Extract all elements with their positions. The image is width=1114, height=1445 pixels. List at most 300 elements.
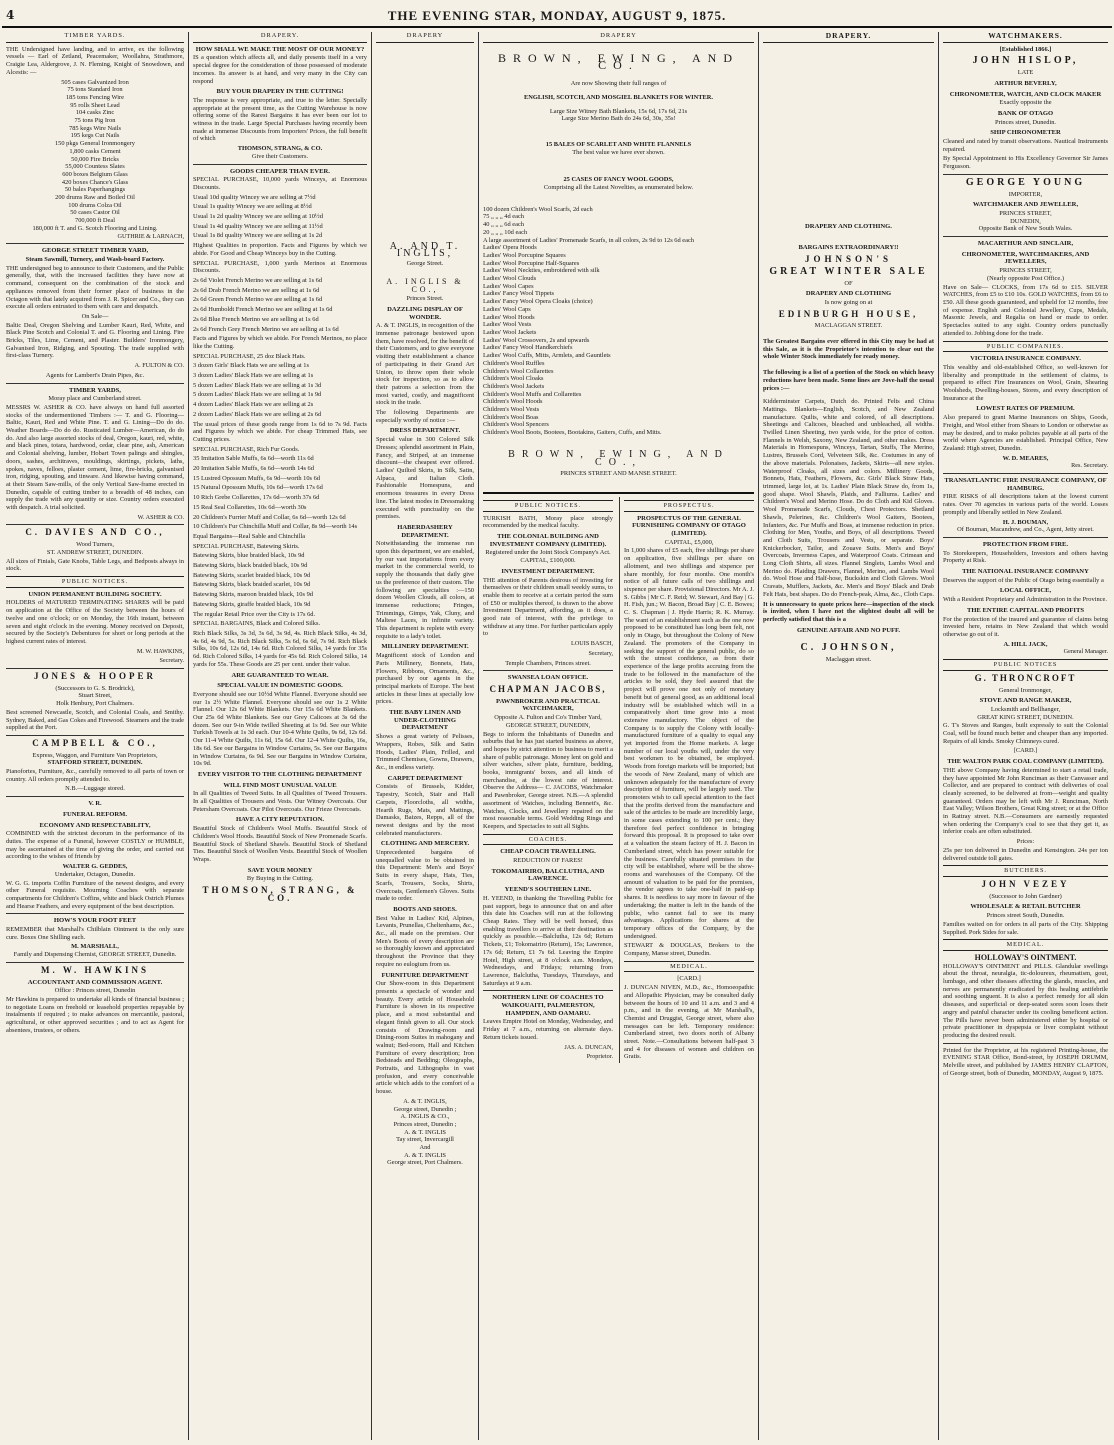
- ad-title: PROTECTION FROM FIRE.: [982, 540, 1069, 548]
- price-line: 2s 6d Drab French Merino we are selling at 1s 6d: [193, 286, 320, 294]
- wool-item: Ladies' Wool Neckties, embroidered with silk: [483, 267, 600, 275]
- ad-title: THE COLONIAL BUILDING AND INVESTMENT COMPANY (LIMITED).: [489, 533, 607, 548]
- section-header: MEDICAL.: [624, 961, 754, 973]
- ad-subtitle: Steam Sawmill, Turnery, and Wash-board Factory.: [25, 255, 165, 263]
- signature-title: Proprietor.: [586, 1053, 613, 1061]
- column-inglis: [371, 32, 478, 1440]
- signature: H. J. BOUMAN,: [1002, 518, 1049, 526]
- signature: THOMSON, STRANG, & CO.: [202, 885, 358, 903]
- ad-body: HOLLOWAY'S OINTMENT and PILLS. Glandular swellings about the throat, neuralgia, tic-doloureux, rheumatism, gout, lumbago, and other diseases affecting the glands, muscles, and nerves are permanently eradicated by this healing antifebrile and soothing unguent. It is also a perfect remedy for all skin diseases, and superficial or deep-seated sores soon loses their angry and painful character under its cooling beneficent action. The Pills have never been administered either by hospital or private practitioner in dyspepsia or liver complaint without producing the desired result.: [943, 962, 1108, 1039]
- ad-body: Best screened Newcastle, Scotch, and Colonial Coals, and Smithy. Sydney, Baked, and Gas Cokes and Firewood. Steamers and the trade supplied at the Port.: [6, 708, 184, 732]
- dept-body: Unprecedented bargains of unequalled value to be obtained in this Department: Men's and Boys' Suits in every shape, Hats, Ties, Scarfs, Trousers, Socks, Shirts, Overcoats, Gentlemen's Gloves. Suits made to order.: [376, 849, 474, 903]
- stock-item: 104 casks Zinc: [75, 109, 115, 117]
- scarf-item: 40 „ „ „ 6d each: [483, 221, 524, 229]
- ad-title: TIMBER YARDS,: [69, 386, 121, 394]
- signature: STEWART & DOUGLAS, Brokers to the Company, Manse street, Dunedin.: [624, 942, 754, 958]
- ad-subtitle: STOVE AND RANGE MAKER,: [979, 697, 1072, 705]
- ad-subtitle: CHRONOMETER, WATCH, AND CLOCK MAKER: [949, 90, 1102, 98]
- masthead-rule: [2, 26, 1112, 28]
- price-line: Batewing Skirts, maroon braided black, 10s 9d: [193, 591, 313, 599]
- ad-title: MACARTHUR AND SINCLAIR,: [977, 240, 1074, 248]
- stock-item: 195 kegs Cut Nails: [70, 132, 120, 140]
- ad-subtitle: CHRONOMETER, WATCHMAKERS, AND JEWELLERS,: [961, 250, 1090, 266]
- ad-label: Prices:: [1016, 838, 1035, 846]
- ad-title: GREAT WINTER SALE: [769, 265, 928, 277]
- ad-title: FUNERAL REFORM.: [62, 810, 128, 818]
- section-header: COACHES.: [483, 834, 613, 846]
- section-header: BUTCHERS.: [943, 865, 1108, 877]
- wool-item: Children's Wool Muffs and Collarettes: [483, 390, 582, 398]
- signature: THOMSON, STRANG, & CO.: [237, 145, 323, 153]
- stock-item: 785 kegs Wire Nails: [69, 124, 121, 132]
- special-purchase: SPECIAL PURCHASE, 25 doz Black Hats.: [193, 352, 306, 360]
- ad-label: [CARD.]: [677, 975, 701, 983]
- signature-title: General Manager.: [1063, 648, 1108, 656]
- skirt-list: [193, 552, 367, 608]
- ad-body: THE above Company having determined to start a retail trade, they have appointed Mr John Runciman as their Canvasser and Collector, and are prepared to contract with deliveries of coal cleanly screened, to be delivered at from—weight and quality guaranteed. Orders may be left with Mr J. Runciman, North East Valley; Wilson Brothers, Great King street; or at the Office in Rattray street. N.B.—Consumers are earnestly requested when ordering the Company's coal to see that they get it, as inferior coals are often substituted.: [943, 766, 1108, 836]
- ad-title: SAVE YOUR MONEY: [247, 866, 313, 874]
- page-number: 4: [6, 8, 15, 22]
- ad-body: THE attention of Parents desirous of investing for themselves or their children small weekly sums, to enable them to receive at a certain period the sum of £50 or multiples thereof, is drawn to the above Investment Department, affording, as it does, a good rate of interest, with the privilege to withdraw at any time. For further particulars apply to: [483, 576, 613, 638]
- ad-body: A. & T. INGLIS, in recognition of the immense patronage bestowed upon them, have resolved, for the benefit of their Customers, and to give everyone visiting their establishment a chance of participating in their Grand Art Union, to throw open their whole stock for inspection, so as to allow their patrons a selection from the most varied, costly, and magnificent stock in the trade.: [376, 322, 474, 407]
- stock-item: 55,000 Countess Slates: [65, 163, 125, 171]
- ad-title: JOHN VEZEY: [981, 878, 1070, 889]
- stock-item: 700,000 ft Deal: [75, 217, 115, 225]
- price-line: 4 dozen Ladies' Black Hats we are selling at 2s: [193, 401, 314, 409]
- scarf-item: 100 dozen Children's Wool Scarfs, 2d each: [483, 205, 593, 213]
- divider: [6, 913, 184, 914]
- divider: [6, 668, 184, 669]
- ad-subtitle: The best value we have ever shown.: [572, 148, 665, 156]
- ad-address: Opposite A. Fulton and Co's Timber Yard, GEORGE STREET, DUNEDIN,: [494, 714, 602, 729]
- wool-item: Ladies' Wool Capes: [483, 282, 534, 290]
- ad-address: Princes street, Dunedin.: [994, 118, 1057, 126]
- ad-title: CHEAP COACH TRAVELLING.: [500, 848, 596, 856]
- ad-title: BARGAINS EXTRAORDINARY!!: [798, 244, 899, 252]
- ad-subtitle: TOKOMAIRIRO, BALCLUTHA, AND LAWRENCE.: [491, 867, 605, 883]
- wool-item: Ladies' Wool Clouds: [483, 275, 537, 283]
- ad-subtitle: Registered under the Joint Stock Company's Act.: [485, 549, 611, 557]
- section-header: PUBLIC NOTICES: [943, 659, 1108, 671]
- divider: [943, 1043, 1108, 1044]
- signature: C. JOHNSON,: [800, 642, 897, 654]
- ad-title: EVERY VISITOR TO THE CLOTHING DEPARTMENT: [198, 770, 362, 778]
- ad-label: [CARD.]: [1013, 747, 1038, 755]
- wool-item: Ladies' Wool Jackets: [483, 328, 537, 336]
- ad-title: VICTORIA INSURANCE COMPANY.: [970, 355, 1081, 363]
- ad-body: This wealthy and old-established Office, so well-known for liberality and promptitude in the settlement of claims, is prepared to effect Fire Insurances on Wool, Grain, Shearing Woolsheds, Dwelling-houses, Stores, and every description of Insurance at the: [943, 363, 1108, 402]
- ad-address: PRINCES STREET,: [999, 267, 1052, 275]
- ship-arrival-notice: THE Undersigned have landing, and to arrive, ex the following vessels — Earl of Zetland, Peacemaker, Woollahra, Strathmore, Craigie Lea, Aldergrove, J. N. Fleming, Knight of Snowdown, and Alcestis: —: [6, 45, 184, 76]
- imprint: Printed for the Proprietor, at his registered Printing-house, the EVENING STAR Office, Bond-street, by JOSEPH DRUMM, Melville street, and published by JAMES HENRY CLAPTON, of George street, both of Dunedin, MONDAY, August 9, 1875.: [943, 1046, 1108, 1077]
- signature: W. D. MEARES,: [1002, 454, 1049, 462]
- signature: WALTER G. GEDDES,: [62, 863, 128, 871]
- divider: [6, 383, 184, 384]
- ad-subtitle: Comprising all the Latest Novelties, as enumerated below.: [543, 184, 694, 192]
- dept-title: DRESS DEPARTMENT.: [389, 427, 461, 435]
- ad-subtitle: IMPORTER,: [1008, 190, 1043, 198]
- wool-item: Ladies' Fancy Wool Handkerchiefs: [483, 344, 573, 352]
- ad-title: C. DAVIES AND CO.,: [25, 527, 165, 538]
- ad-body: The following Departments are especially worthy of notice :—: [376, 409, 474, 424]
- ad-title: GENUINE AFFAIR AND NO PUFF.: [796, 626, 901, 634]
- section-header: PUBLIC NOTICES.: [483, 500, 613, 512]
- column-brown-ewing: [478, 32, 758, 1440]
- ad-title: HAVE A CITY REPUTATION.: [235, 816, 325, 824]
- ad-body: Begs to inform the Inhabitants of Dunedin and suburbs that he has just started business as above, and hopes by strict attention to business to merit a share of public patronage. Money lent on gold and silver watches, silver plate, furniture, bedding, books, immigrants' boxes, and all kinds of merchandise, at the lowest rate of interest. Observe the Address— C. JACOBS, Watchmaker and Pawnbroker, George street. N.B.—A splendid assortment of Watches, including Bennett's, &c. Watches, Clocks, and Jewellery repaired on the most reasonable terms. Gold Wedding Rings and Keepers, and Spectacles to suit all Sights.: [483, 730, 613, 830]
- column-header: DRAPERY: [376, 32, 474, 43]
- price-line: 3 dozen Girls' Black Hats we are selling at 1s: [193, 362, 309, 370]
- price-line: 2 dozen Ladies' Black Hats we are selling at 2s 6d: [193, 410, 322, 418]
- ad-address: ST. ANDREW STREET, DUNEDIN.: [46, 548, 144, 556]
- ad-body: 25s per ton delivered in Dunedin and Kensington. 24s per ton delivered outside toll gates.: [943, 846, 1108, 862]
- ad-body: Everyone should see our 10½d White Flannel. Everyone should see our 1s 2½ White Flannel. Everyone should see our 1s 2 White Flannel. Our 12s 6d White Blankets. Our 15s 6d White Blankets. Our 25s 6d White Blankets. See our Grey Calicoes at 3s 6d the dozen. See our 9-in Wide twilled Sheeting at 1s 9d. See our White Turkish Towels at 1s 3d each. Our 10-4 White Quilts, 9s 6d, 12s 6d. Our 11-4 White Quilts, 11s 6d, 15s 6d. Our 12-4 White Quilts, 16s, 18s 6d. See our Bargains in Window Curtains, 5s. See our Bargains in Window Curtains, 6s 9d. See our Bargains in Window Curtains, 10s 9d.: [193, 690, 367, 768]
- divider: [943, 473, 1108, 474]
- ad-note: The usual prices of these goods range from 1s 6d to 7s 9d. Facts and Figures by which we abide. For cheap Trimmed Hats, see Cutting prices.: [193, 420, 367, 443]
- divider: [483, 990, 613, 991]
- lower-section: [483, 497, 754, 1063]
- hats-list: [193, 362, 367, 418]
- divider: [6, 243, 184, 244]
- wool-item: Ladies' Wool Porcupine Squares: [483, 251, 566, 259]
- special-purchase: SPECIAL PURCHASE, Rich Fur Goods.: [193, 445, 300, 453]
- ad-note: The regular Retail Price over the City is 17s 6d.: [193, 610, 316, 618]
- ad-subtitle: By Buying in the Cutting.: [246, 875, 314, 883]
- ad-title: SPECIAL VALUE IN DOMESTIC GOODS.: [217, 682, 343, 690]
- ad-label: On Sale—: [81, 312, 109, 320]
- ad-body: Leaves Empire Hotel on Monday, Wednesday, and Friday at 7 a.m., returning on alternate days. Return tickets issued.: [483, 1018, 613, 1041]
- special-purchase: SPECIAL PURCHASE, 1,000 yards Merinos at Enormous Discounts.: [193, 259, 367, 275]
- stock-item: 100 drums Colza Oil: [68, 201, 122, 209]
- price-line: 5 dozen Ladies' Black Hats we are selling at 1s 3d: [193, 381, 322, 389]
- special-purchase: SPECIAL PURCHASE, 10,000 yards Winceys, at Enormous Discounts.: [193, 176, 367, 191]
- stock-item: 180,000 ft T. and G. Scotch Flooring and Lining.: [32, 224, 158, 232]
- ad-address: Princes street South, Dunedin.: [986, 912, 1065, 920]
- ad-title: GEORGE STREET TIMBER YARD,: [41, 247, 149, 255]
- ad-note: N.B.—Luggage stored.: [65, 785, 125, 793]
- ad-subtitle: CAPITAL, £100,000.: [520, 557, 576, 565]
- ad-body: Cleaned and rated by transit observations. Nautical Instruments repaired.: [943, 138, 1108, 153]
- signature: GUTHRIE & LARNACH,: [117, 232, 184, 240]
- signature-line: And: [419, 1144, 431, 1152]
- ad-address: Princes Street.: [406, 295, 444, 303]
- ad-address: MACLAGGAN STREET.: [814, 322, 883, 330]
- price-line: 10 Rich Grebe Collarettes, 17s 6d—worth 37s 6d: [193, 494, 320, 502]
- ad-address: Temple Chambers, Princes street.: [505, 659, 591, 667]
- price-line: Usual 1s quality Wincey we are selling at 8½d: [193, 203, 312, 211]
- divider: [193, 164, 367, 165]
- signature: LOUIS BASCH,: [571, 640, 613, 648]
- dept-body: Our Show-room in this Department presents a spectacle of wonder and beauty. Every article of Household Furniture is shown in its respective place, and a most substantial and elegant finish given to all. Our stock consists of Drawing-room and Dining-room Suites in mahogany and walnut; Bed-room, Hall and Kitchen Furniture of every description; Iron Bedsteads and Bedding; Oleographs, Portraits, and Lithographs in vast profusion, and every conceivable article which adds to the comfort of a house.: [376, 980, 474, 1096]
- wool-item: Children's Wool Hoods: [483, 398, 543, 406]
- price-line: Large Size Merino Bath do 24s 6d, 30s, 35s!: [561, 115, 676, 123]
- dept-body: Special value in 300 Colored Silk Dresses; splendid assortment in Plain, Fancy, and Striped, at an immense discount—the cheapest ever offered. Ladies' Quilted Skirts, in Silk, Satin, Alpaca, and Italian Cloth. Fashionable Homespuns, and enormous treasures in every Dress line. The latest modes in Dressmaking executed with punctuality on the premises.: [376, 436, 474, 521]
- ad-subtitle: BANK OF OTAGO: [997, 109, 1054, 117]
- ad-address: Opposite Bank of New South Wales.: [978, 225, 1073, 233]
- signature-line: George street, Port Chalmers.: [387, 1159, 463, 1167]
- ad-title: CAMPBELL & CO.,: [32, 737, 158, 748]
- ad-subtitle: Give their Customers.: [251, 152, 309, 160]
- ad-subtitle: THE ENTIRE CAPITAL AND PROFITS: [966, 606, 1085, 614]
- scarf-list: [483, 206, 754, 237]
- price-line: Batewing Skirts, giraffe braided black, 10s 9d: [193, 600, 311, 608]
- ad-title: UNION PERMANENT BUILDING SOCIETY.: [28, 590, 162, 598]
- ad-subtitle: Agents for Lambert's Drain Pipes, &c.: [45, 371, 145, 379]
- ad-address: Holk Henbury, Port Chalmers.: [56, 700, 134, 708]
- ad-title: ARE GUARANTEED TO WEAR.: [231, 671, 329, 679]
- signature-title: Of Bouman, Macandrew, and Co., Agent, Jetty street.: [957, 526, 1094, 534]
- ad-subtitle: (Successor to John Gardner): [989, 892, 1062, 900]
- wool-item: Ladies' Fancy Wool Opera Cloaks (choice): [483, 298, 593, 306]
- price-line: 35 Imitation Sable Muffs, 6s 6d—worth 11s 6d: [193, 455, 314, 463]
- divider: [943, 236, 1108, 237]
- stock-item: 505 cases Galvanized Iron: [61, 78, 129, 86]
- ad-title: G. THRONCROFT: [974, 672, 1077, 683]
- dept-body: Best Value in Ladies' Kid, Alpines, Levants, Prunellas, Cheltenhams, &c., &c., all made on the premises. Our Men's Boots of every description are so thoroughly known and appreciated throughout the Province that they require no eulogium from us.: [376, 914, 474, 968]
- ad-subtitle: WHOLESALE & RETAIL BUTCHER: [970, 903, 1081, 911]
- ad-body: The Greatest Bargains ever offered in this City may be had at this Sale, as it is the Proprietor's intention to clear out the whole Winter Stock immediately for ready money.: [763, 338, 934, 361]
- signature-line: Princes street, Dunedin ;: [393, 1120, 457, 1128]
- price-line: 2s 6d French Grey French Merino we are selling at 1s 6d: [193, 325, 339, 333]
- ad-title: EDINBURGH HOUSE,: [778, 308, 919, 319]
- ad-title: HOW SHALL WE MAKE THE MOST OF OUR MONEY?: [195, 45, 365, 53]
- stock-list: [6, 79, 184, 233]
- ad-subtitle: LOWEST RATES OF PREMIUM.: [976, 405, 1075, 413]
- ad-body: In all Qualities of Tweed Suits. In all Qualities of Tweed Trousers. In all Qualities of Trousers and Vests. Our Witney Overcoats. Our Petersham Overcoats. Our Pilot Overcoats. Our Frieze Overcoats.: [193, 790, 367, 813]
- price-line: 15 Real Seal Collarettes, 10s 6d—worth 30s: [193, 503, 307, 511]
- ad-title: YEEND'S SOUTHERN LINE.: [504, 886, 592, 894]
- wool-item: Children's Wool Cloaks: [483, 375, 544, 383]
- price-line: 15 Lustred Opossum Muffs, 6s 9d—worth 10s 6d: [193, 474, 320, 482]
- ad-title: JOHNSON'S: [804, 254, 892, 265]
- wool-item: Ladies' Wool Hoods: [483, 313, 535, 321]
- ad-title: CHAPMAN JACOBS,: [489, 684, 607, 694]
- stock-items: Kidderminster Carpets, Dutch do. Printed Felts and China Mattings. Blankets—English, Scotch, and New Zealand manufacture. Quilts, white and colored, of all descriptions. Sheetings and Calicoes, bleached and unbleached, all widths. Twilled Linen Sheeting, two yards wide, for the price of cotton. Flannels in Welsh, Saxony, New Zealand, and other makes. Dress Materials in Homespuns, Winceys, Tartan, Stuffs, The Merino, Lustres, Brussels Cord, Velveteen Silk, &c. Costumes in any of the above materials. Polonaises, Jackets, Skirts—all new styles. Waterproof Cloaks, all sizes and colors. Millinery Goods, Bonnets, Hats, Feathers, Flowers, &c. Girls' Black Straw Hats, trimmed, large lot, at 1s. Ladies' Plain Black Straw do, from 1s, good shape. Wool Shawls, Plaids, and Falliums. Ladies' and Children's Wool and Merino Hose. Do do Cloth and Kid Gloves. Wool Promenade Scarfs, Clouds, Chest Protectors. Shetland Shawls, Pelerines, &c. Children's Wool Gaiters, Bootees, Infanters, &c. Fur Muffs and Boas, at immense reduction in price. Clothing for Men, Youths, and Boys, of all descriptions. Tweed and Cloth Suits, Trousers and Vests, or separate. Boys' Knickerbocker, Tailor, and Zouave Suits. Men's and Boys' Overcoats, Inverness Capes, and Waterproof Coats. Crimean and Long Cloth Shirts, all sizes. Flannel Singlets, Lambs Wool and Merino do. Plaiding Drawers, Flannel, Merino, and Lambs Wool do. Wool Hose and Half-hose, Buckskin and Cloth Gloves. Wool Cravats, Mufflers, Jackets, &c. Men's and Boys' Black and Drab Felt Hats, best shapes. Do do French-peak, Alma, &c., Cloth Caps.: [763, 398, 934, 598]
- ad-title: NORTHERN LINE OF COACHES TO WAIKOUAITI, PALMERSTON, HAMPDEN, AND OAMARU.: [492, 994, 604, 1017]
- signature: W. ASHER & CO.: [137, 513, 184, 521]
- price-line: Batewing Skirts, scarlet braided black, 10s 9d: [193, 571, 311, 579]
- ad-subtitle: Wood Turners,: [76, 541, 114, 549]
- ad-subtitle: Moray place and Cumberland street.: [48, 395, 142, 403]
- signature-line: A. & T. INGLIS: [404, 1128, 446, 1136]
- ad-subtitle: Locksmith and Bellhanger,: [990, 705, 1061, 713]
- signature: BROWN, EWING, AND CO.,: [508, 448, 729, 468]
- ad-body: To Storekeepers, Householders, Investors and others having Property at Risk.: [943, 549, 1108, 565]
- ad-subtitle: Are now Showing their full ranges of: [570, 80, 667, 88]
- divider: [483, 492, 754, 494]
- ad-body: MESSRS W. ASHER & CO. have always on hand full assorted stocks of the undermentioned Timbers :— T. and G. Flooring—Baltic, Kauri, Red and White Pine. T. and G. Lining—Do do do. Weather Boards—Do do do. Rusticated Lumber—American, do do do. And also large assorted stocks of deal, Oregon, kauri, red, white, and black pines, totara, hardwood, cedar, clear pine, ash, American and Colonial shelving, lumber, Hobart Town palings and shingles, doors, sashes, architraves, mouldings, skirtings, pickets, laths, spokes, naves, felloes, plaster cement, lime, fire-bricks, galvanised iron, ridging, spouting, and tinware. And likewise having command, at their Steam Saw-mills, of the only Vertical Saw-frame erected in Dunedin, capable of cutting timber to a breadth of 48 inches, can supply the trade with any quantity or size. Country orders executed with despatch. A trial solicited.: [6, 403, 184, 512]
- dept-body: Magnificent stock of London and Paris Millinery, Bonnets, Hats, Flowers, Ribbons, Ornaments, &c., purchased by our agents in the principal markets of Europe. The best articles in these lines at specially low prices.: [376, 652, 474, 706]
- dept-title: MILLINERY DEPARTMENT.: [381, 643, 469, 651]
- ad-body: FIRE RISKS of all descriptions taken at the lowest current rates. Over 70 agencies in various parts of the world. Losses promptly and liberally settled in New Zealand.: [943, 493, 1108, 516]
- price-line: Usual 1s 2d quality Wincey we are selling at 10½d: [193, 213, 323, 221]
- signature-title: Secretary.: [159, 657, 184, 665]
- ad-title: THE WALTON PARK COAL COMPANY (LIMITED).: [947, 758, 1104, 766]
- ad-address: (Nearly opposite Post Office.): [987, 274, 1064, 282]
- signature-line: A. INGLIS & CO.,: [400, 1113, 450, 1121]
- ad-title: 15 BALES OF SCARLET AND WHITE FLANNELS: [545, 140, 692, 148]
- dept-title: BOOTS AND SHOES.: [393, 905, 457, 913]
- ad-body: Mr Hawkins is prepared to undertake all kinds of financial business ; to negotiate Loans on freehold or leasehold properties repayable by instalments if required ; to make advances on mercantile, pastoral, agricultural, or other approved securities ; and to act as Agent for absentees, trustees, or others.: [6, 995, 184, 1034]
- signature-line: A. & T. INGLIS,: [403, 1097, 447, 1105]
- price-line: Large Size Witney Bath Blankets, 15s 6d, 17s 6d, 21s: [549, 107, 688, 115]
- wool-item: Ladies' Wool Vests: [483, 321, 532, 329]
- newspaper-title: THE EVENING STAR, MONDAY, AUGUST 9, 1875.: [387, 8, 727, 23]
- section-header: MEDICAL.: [943, 939, 1108, 951]
- signature-block: [376, 1098, 474, 1167]
- ad-body: It is unnecessary to quote prices here—inspection of the stock is invited, when I have not the slightest doubt all will be perfectly satisfied that this is a: [763, 600, 934, 623]
- ad-body: Have on Sale— CLOCKS, from 17s 6d to £15. SILVER WATCHES, from £5 to £10 10s. GOLD WATCHES, from £6 to £50. All these goods guaranteed, and upheld for 12 months, free of expense. English and Colonial Jewellery, Cups, Medals, Masonic Jewels, and Regalia on hand or made to order. Spectacles suited to any sight. Country orders punctually attended to. Jobbing done for the trade.: [943, 283, 1108, 337]
- ad-label: LATE: [1017, 69, 1034, 77]
- ad-title: TRANSATLANTIC FIRE INSURANCE COMPANY, OF HAMBURG.: [944, 477, 1107, 492]
- column-header: DRAPERY: [483, 32, 754, 43]
- stock-item: 75 tons Standard Iron: [67, 86, 123, 94]
- ad-title: A. AND T. INGLIS,: [389, 240, 461, 260]
- wool-item: Children's Wool Jackets: [483, 382, 545, 390]
- column-header: WATCHMAKERS.: [943, 32, 1108, 43]
- price-line: Batewing Skirts, blue braided black, 10s 9d: [193, 552, 305, 560]
- price-line: Usual 1s 4d quality Wincey we are selling at 11½d: [193, 222, 323, 230]
- dept-title: FURNITURE DEPARTMENT: [381, 971, 469, 979]
- stock-item: 50,000 Fire Bricks: [71, 155, 119, 163]
- scarf-item: 20 „ „ „ 10d each: [483, 228, 528, 236]
- ad-title: PROSPECTUS OF THE GENERAL FURNISHING COMPANY OF OTAGO (LIMITED).: [632, 514, 746, 538]
- ad-title: A. INGLIS & CO.,: [386, 276, 464, 294]
- dept-title: THE BABY LINEN AND UNDER-CLOTHING DEPARTMENT: [389, 709, 461, 732]
- wool-item: Ladies' Wool Cuffs, Mitts, Armlets, and Gauntlets: [483, 352, 611, 360]
- price-line: 20 Imitation Sable Muffs, 6s 6d—worth 14s 6d: [193, 465, 314, 473]
- ad-address: PRINCES STREET,: [999, 209, 1052, 217]
- divider: [6, 524, 184, 525]
- signature-title: Secretary,: [588, 649, 613, 657]
- stock-item: 50 cases Castor Oil: [70, 209, 120, 217]
- wool-item: Ladies' Wool Caps: [483, 305, 531, 313]
- ad-address: George Street.: [406, 260, 444, 268]
- dept-title: HABERDASHERY DEPARTMENT.: [397, 523, 453, 539]
- crest-label: V. R.: [88, 800, 102, 808]
- column-timber-yards: [2, 32, 188, 1440]
- price-line: 2s 6d Blue French Merino we are selling at 1s 6d: [193, 315, 319, 323]
- signature: JAS. A. DUNCAN,: [564, 1043, 613, 1051]
- ad-body: For the protection of the insured and guarantee of claims being invested here, retains in New Zealand that which would otherwise go out of it.: [943, 615, 1108, 638]
- price-line: 15 Natural Opossum Muffs, 10s 6d—worth 17s 6d: [193, 484, 323, 492]
- price-line: 2s 6d Violet French Merino we are selling at 1s 6d: [193, 276, 323, 284]
- price-line: 10 Children's Fur Chinchilla Muff and Collar, 8s 9d—worth 14s: [193, 523, 358, 531]
- signature: M. MARSHALL,: [71, 943, 119, 951]
- masthead: [0, 0, 1114, 30]
- ad-title: DRAPERY AND CLOTHING.: [805, 222, 892, 230]
- column-header: TIMBER YARDS.: [6, 32, 184, 43]
- ad-label: Exactly opposite the: [999, 99, 1052, 107]
- ad-body: The response is very appropriate, and true to the letter. Specially appropriate at the present time, as the Cutting Warehouse is now offering some of the Rarest Bargains it has ever been our lot to witness in the trade. Large Special Purchases having recently been made at immense Discounts from Importers' Prices, the full benefit of which: [193, 96, 367, 143]
- ad-body: COMBINED with the strictest decorum in the performance of its duties. The expense of a Funeral, however COSTLY or HUMBLE, may be ascertained at the time of giving the order, and carried out according to the wishes of friends by: [6, 830, 184, 861]
- column-header: DRAPERY.: [193, 32, 367, 43]
- dept-title: CARPET DEPARTMENT: [387, 774, 463, 782]
- column-drapery-cutting: [188, 32, 371, 1440]
- ad-body: TURKISH BATH, Moray place strongly recommended by the medical faculty.: [483, 514, 613, 530]
- fur-list: [193, 455, 367, 531]
- wool-item: Ladies' Wool Crossovers, 2s and upwards: [483, 336, 590, 344]
- ad-title: JOHN HISLOP,: [972, 55, 1079, 67]
- ad-subtitle: Undertaker, Octagon, Dunedin.: [54, 870, 136, 878]
- ad-address: PRINCES STREET AND MANSE STREET.: [560, 470, 677, 478]
- ad-body: With a Resident Proprietary and Administration in the Province.: [943, 596, 1107, 604]
- wool-item: A large assortment of Ladies' Promenade Scarfs, in all colors, 2s 9d to 12s 6d each: [483, 236, 694, 244]
- ad-body: IS a question which affects all, and daily presents itself in a very special degree for the consideration of those possessed of moderate incomes. Its answer is at hand, and very many in the City can respond: [193, 54, 367, 85]
- section-header: PUBLIC COMPANIES.: [943, 341, 1108, 353]
- wincey-list: [193, 194, 367, 241]
- ad-subtitle: LOCAL OFFICE,: [999, 587, 1052, 595]
- divider: [6, 962, 184, 963]
- stock-item: 420 boxes Chance's Glass: [61, 178, 129, 186]
- ad-label: [Established 1866.]: [999, 45, 1052, 53]
- ad-title: BROWN, EWING, AND CO.: [498, 50, 739, 73]
- ad-subtitle: WILL FIND MOST UNUSUAL VALUE: [223, 781, 337, 789]
- ad-title: DRAPERY AND CLOTHING: [805, 290, 892, 298]
- ad-address: Maclaggan street.: [825, 656, 872, 664]
- stock-item: 600 boxes Belgium Glass: [62, 170, 128, 178]
- wool-item: Ladies' Wool Porcupine Half-Squares: [483, 259, 580, 267]
- ad-title: INVESTMENT DEPARTMENT.: [501, 567, 595, 575]
- ad-subtitle: REDUCTION OF FARES!: [513, 857, 583, 865]
- ad-title: HOLLOWAY'S OINTMENT.: [974, 952, 1077, 962]
- stock-item: 150 pkgs General Ironmongery: [54, 140, 136, 148]
- price-line: 2s 6d Green French Merino we are selling at 1s 6d: [193, 296, 323, 304]
- price-line: 20 Children's Furrier Muff and Collar, 6s 6d—worth 12s 6d: [193, 513, 346, 521]
- prospectus-subcolumn: [619, 497, 754, 1063]
- ad-subtitle: SHIP CHRONOMETER: [990, 129, 1061, 137]
- dept-body: Notwithstanding the immense run upon this department, we are enabled, by our vast importations from every market in the commercial world, to supply the thousands that daily give us the preference of their custom. The following are specialties :—150 dozen Woollen Clouds, all colors, at immense reductions; Fringes, Trimmings, Gimps, Yak, Cluny, and Maltese Laces, in infinite variety. This department is replete with every requisite to a lady's toilet.: [376, 540, 474, 640]
- ad-subtitle: ACCOUNTANT AND COMMISSION AGENT.: [27, 978, 163, 986]
- ad-subtitle: Express, Waggon, and Furniture Van Proprietors,: [32, 751, 158, 759]
- public-notices-subcolumn: [483, 497, 613, 1063]
- ad-subtitle: OF: [844, 279, 853, 287]
- ad-title: GEORGE YOUNG: [965, 176, 1086, 188]
- ad-body: The following is a list of a portion of the Stock on which heavy reductions have been made. Some lines are Jove-half the usual prices :—: [763, 369, 934, 392]
- ad-address: DUNEDIN,: [1010, 217, 1041, 225]
- ad-address: Office : Princes street, Dunedin: [54, 987, 136, 995]
- ad-title: M. W. HAWKINS: [40, 964, 150, 975]
- section-header: PROSPECTUS.: [624, 500, 754, 512]
- ad-body: Rich Black Silks, 3s 3d, 3s 6d, 3s 9d, 4s. Rich Black Silks, 4s 3d, 4s 6d, 4s 9d, 5s. Rich Black Silks, 5s 6d, 6s 6d, 7s 9d. Rich Black Silks, 10s 6d, 12s 6d, 14s 6d. Rich Colored Silks, 14 yards for 35s 6d. Rich Colored Silks, 14 yards for 45s 6d. Rich Colored Silks, 14 yards for 55s. These Goods are 25 per cent. under their value.: [193, 630, 367, 668]
- signature-title: Res. Secretary.: [1071, 462, 1108, 470]
- ad-subtitle: PAWNBROKER AND PRACTICAL WATCHMAKER,: [496, 697, 600, 713]
- ad-subtitle: General Ironmonger,: [998, 686, 1053, 694]
- ad-address: GREAT KING STREET, DUNEDIN.: [977, 713, 1074, 721]
- signature: M. W. HAWKINS,: [136, 647, 184, 655]
- stock-item: 1,800 casks Cement: [69, 147, 121, 155]
- price-line: 3 dozen Ladies' Black Hats we are selling at 1s: [193, 372, 314, 380]
- ad-body: By Special Appointment to His Excellency Governor Sir James Fergusson.: [943, 155, 1108, 171]
- dept-body: Shows a great variety of Pelisses, Wrappers, Robes, Silk and Satin Hoods, Ladies' Plain, Frilled, and Trimmed Chemises, Gowns, Drawers, &c., in endless variety.: [376, 733, 474, 771]
- column-watchmakers: [938, 32, 1112, 1440]
- special-purchase: SPECIAL BARGAINS, Black and Colored Silks.: [193, 620, 321, 628]
- wool-item: Children's Wool Vests: [483, 406, 540, 414]
- ad-title: ENGLISH, SCOTCH, AND MOSGIEL BLANKETS FOR WINTER.: [524, 93, 713, 101]
- ad-address: STAFFORD STREET, DUNEDIN.: [47, 759, 143, 767]
- ad-note: Facts and Figures by which we abide. For French Merinos, no place like the Cutting.: [193, 335, 367, 350]
- signature-line: George street, Dunedin ;: [393, 1105, 457, 1113]
- wool-item: Children's Wool Collarettes: [483, 367, 554, 375]
- ad-title: HOW'S YOUR FOOT FEET: [53, 917, 137, 925]
- ad-title: 25 CASES OF FANCY WOOL GOODS,: [563, 176, 674, 184]
- ad-body: Beautiful Stock of Children's Wool Muffs. Beautiful Stock of Children's Wool Hoods. Beautiful Stock of New Promenade Scarfs. Beautiful Stock of Shetland Shawls. Beautiful Stock of Shetland Ties. Beautiful Stock of Woollen Vests. Beautiful Stock of Woollen Wraps.: [193, 825, 367, 863]
- ad-body: All sizes of Finials, Gate Knobs, Table Legs, and Bedposts always in stock.: [6, 557, 184, 573]
- wool-item: Children's Wool Ruffles: [483, 359, 545, 367]
- signature-line: Tay street, Invercargill: [396, 1136, 454, 1144]
- column-header: DRAPERY.: [763, 32, 934, 43]
- price-line: Batewing Skirts, black braided scarlet, 10s 9d: [193, 581, 311, 589]
